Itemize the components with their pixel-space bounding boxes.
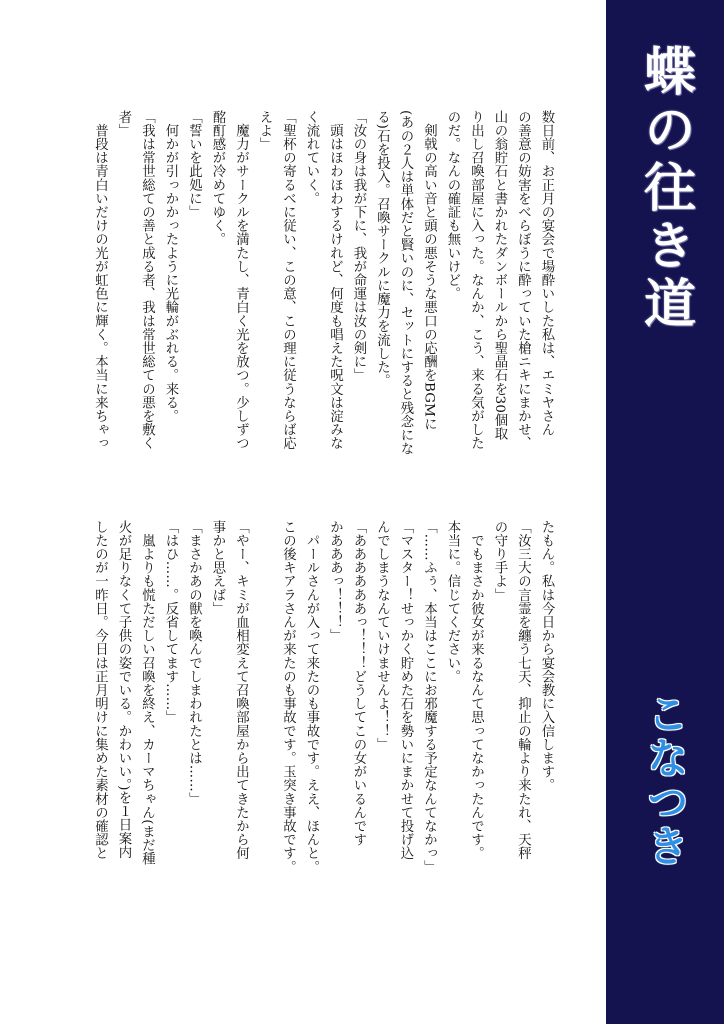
text-line: り出し召喚部屋に入った。なんか、こう、来る気がした [468, 110, 484, 450]
text-line: く流れていく。 [304, 110, 319, 206]
text-line: 「まさかあの獣を喚んでしまわれたとは……」 [186, 520, 202, 806]
text-line: る)石を投入。召喚サークルに魔力を流した。 [374, 110, 390, 388]
text-line: でもまさか彼女が来るなんて思ってなかったんです。 [468, 520, 484, 860]
text-line: (あの２人は単体だと賢いのに、セットにすると残念にな [398, 110, 413, 456]
text-line: 「マスター！せっかく貯めた石を勢いにまかせて投げ込 [398, 520, 413, 860]
text-line: たもん。私は今日から宴会教に入信します。 [539, 520, 554, 792]
text-line: 何かが引っかかったように光輪がぶれる。来る。 [163, 110, 178, 423]
text-line [253, 520, 277, 928]
story-title: 蝶の往き道 [634, 44, 696, 334]
text-line: 頭はほわほわするけれど、何度も唱えた呪文は淀みな [327, 110, 343, 450]
text-line: 「我は常世総ての善と成る者、我は常世総ての悪を敷く [139, 110, 155, 450]
text-line: 剣戟の高い音と頭の悪そうな悪口の応酬をBGMに [421, 110, 437, 431]
text-line: の善意の妨害をべらぼうに酔っていた槍ニキにまかせ、 [515, 110, 531, 450]
text-line: えよ」 [257, 110, 272, 151]
story-text-upper [36, 110, 558, 508]
text-line: 事かと思えば」 [210, 520, 225, 616]
text-line: 数日前、お正月の宴会で場酔いした私は、エミヤさん [539, 110, 554, 437]
text-line: 魔力がサークルを満たし、青白く光を放つ。少しずつ [233, 110, 249, 450]
text-line: 普段は青白いだけの光が虹色に輝く。本当に来ちゃっ [92, 110, 108, 450]
text-line: のだ。なんの確証も無いけど。 [445, 110, 460, 301]
text-line: かあああっ！！！」 [327, 520, 343, 643]
text-line: 者」 [116, 110, 131, 138]
text-line: んでしまうなんていけませんよ！！」 [374, 520, 390, 752]
text-line: 「やー、キミが血相変えて召喚部屋から出てきたから何 [233, 520, 249, 860]
text-line: この後キアラさんが来たのも事故です。玉突き事故です。 [280, 520, 296, 874]
title-sidebar [606, 0, 724, 1024]
author-name: こなつき [641, 692, 690, 868]
text-line: 山の翁貯石と書かれたダンボールから聖晶石を30個取 [492, 110, 507, 441]
text-line: 「はひ……。反省してます……」 [163, 520, 178, 724]
story-text-lower [36, 520, 558, 928]
text-line: 嵐よりも慌ただしい召喚を終え、カーマちゃん(まだ種 [139, 520, 155, 866]
text-line: の守り手よ」 [492, 520, 507, 602]
text-line: 「聖杯の寄るべに従い、この意、この理に従うならば応 [280, 110, 296, 450]
text-line: パールさんが入って来たのも事故です。ええ、ほんと。 [304, 520, 319, 874]
text-line: 「汝三大の言霊を纏う七天、抑止の輪より来たれ、天秤 [515, 520, 531, 860]
text-line: 酩酊感が冷めてゆく。 [210, 110, 225, 246]
text-line: 「汝の身は我が下に、我が命運は汝の剣に」 [351, 110, 366, 382]
text-line: 「……ふぅ、本当はここにお邪魔する予定なんてなかっ」 [421, 520, 437, 874]
text-line: 火が足りなくて子供の姿でいる。かわいい。)を１日案内 [116, 520, 131, 859]
text-line: 本当に。信じてください。 [445, 520, 460, 684]
text-line: 「ああああああっ！！！どうしてこの女がいるんです [351, 520, 366, 847]
text-line: 「誓いを此処に」 [186, 110, 202, 219]
text-line: したのが一昨日。今日は正月明けに集めた素材の確認と [92, 520, 108, 860]
